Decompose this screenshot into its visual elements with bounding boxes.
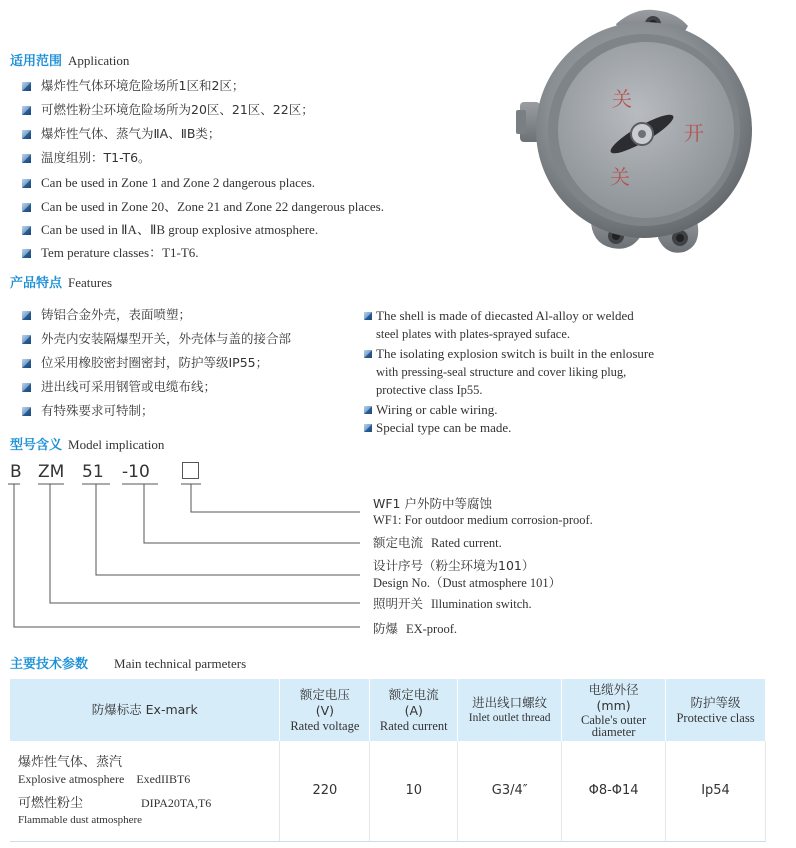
header-ex-mark: 防爆标志 Ex-mark (10, 679, 280, 741)
model-legend-wf1-en: WF1: For outdoor medium corrosion-proof. (373, 513, 593, 527)
application-title-en: Application (68, 53, 130, 68)
header-rated-current: 额定电流 (A) Rated current (370, 679, 458, 741)
application-item: 可燃性粉尘环境危险场所为20区、21区、22区； (22, 104, 314, 117)
feature-item-en: The isolating explosion switch is built in the enlosure (364, 347, 654, 360)
application-item: Can be used in Zone 1 and Zone 2 dangerous places. (22, 176, 315, 189)
application-item: Can be used in Zone 20、Zone 21 and Zone 22 dangerous places. (22, 200, 384, 213)
cell-ex-mark: 爆炸性气体、蒸汽 Explosive atmosphere ExedIIBT6 可燃性粉尘 DIPA20TA,T6 Flammable dust atmosphere (10, 741, 280, 841)
params-title-en: Main technical parmeters (114, 656, 247, 671)
application-item: Can be used in ⅡA、ⅡB group explosive atmosphere. (22, 223, 318, 236)
feature-item-en-cont: protective class Ip55. (376, 383, 483, 397)
feature-item-cn: 有特殊要求可特制； (22, 405, 154, 418)
switch-label-off-bottom: 关 (610, 165, 630, 189)
feature-item-cn: 位采用橡胶密封圈密封，防护等级IP55； (22, 357, 268, 370)
header-thread: 进出线口螺纹 Inlet outlet thread (458, 679, 562, 741)
header-protective-class: 防护等级 Protective class (666, 679, 766, 741)
model-legend-current: 额定电流 Rated current. (373, 535, 502, 550)
feature-item-en-cont: with pressing-seal structure and cover liking plug, (376, 365, 627, 379)
model-legend-exproof: 防爆 EX-proof. (373, 621, 457, 636)
features-title-en: Features (68, 275, 113, 290)
switch-label-on: 开 (684, 121, 704, 145)
model-legend-design-en: Design No.（Dust atmosphere 101） (373, 576, 562, 590)
model-code-b: B (10, 462, 22, 482)
model-legend-wf1-cn: WF1 户外防中等腐蚀 (373, 496, 492, 511)
features-title-cn: 产品特点 (10, 276, 63, 291)
feature-item-cn: 铸铝合金外壳，表面喷塑； (22, 309, 191, 322)
cell-protection: Ip54 (666, 741, 766, 841)
cell-voltage: 220 (280, 741, 370, 841)
feature-item-en: The shell is made of diecasted Al-alloy or welded (364, 309, 634, 322)
application-item: 爆炸性气体、蒸气为ⅡA、ⅡB类； (22, 128, 220, 141)
params-title (10, 653, 246, 672)
feature-item-en: Wiring or cable wiring. (364, 403, 498, 416)
header-cable-diameter: 电缆外径 (mm) Cable's outer diameter (562, 679, 666, 741)
feature-item-cn: 进出线可采用钢管或电缆布线； (22, 381, 216, 394)
application-title-cn: 适用范围 (10, 54, 63, 69)
cell-thread: G3/4″ (458, 741, 562, 841)
model-legend-design-cn: 设计序号（粉尘环境为101） (373, 558, 535, 573)
application-item: Tem perature classes：T1-T6. (22, 246, 199, 259)
feature-item-en: Special type can be made. (364, 421, 511, 434)
table-row (10, 741, 766, 841)
model-code-51: 51 (82, 462, 104, 482)
model-legend-switch: 照明开关 Illumination switch. (373, 596, 532, 611)
params-table (10, 679, 766, 842)
feature-item-cn: 外壳内安装隔爆型开关，外壳体与盖的接合部 (22, 333, 291, 346)
header-rated-voltage: 额定电压 (V) Rated voltage (280, 679, 370, 741)
cell-diameter: Φ8-Φ14 (562, 741, 666, 841)
model-code-10: -10 (122, 462, 150, 482)
cell-current: 10 (370, 741, 458, 841)
application-item: 爆炸性气体环境危险场所1区和2区； (22, 80, 244, 93)
switch-label-off-top: 关 (612, 87, 632, 111)
model-title-en: Model implication (68, 437, 165, 452)
model-title-cn: 型号含义 (10, 438, 63, 453)
feature-item-en-cont: steel plates with plates-sprayed suface. (376, 327, 571, 341)
application-item: 温度组别：T1-T6。 (22, 152, 151, 165)
params-title-cn: 主要技术参数 (10, 657, 89, 672)
model-code-zm: ZM (38, 462, 65, 482)
